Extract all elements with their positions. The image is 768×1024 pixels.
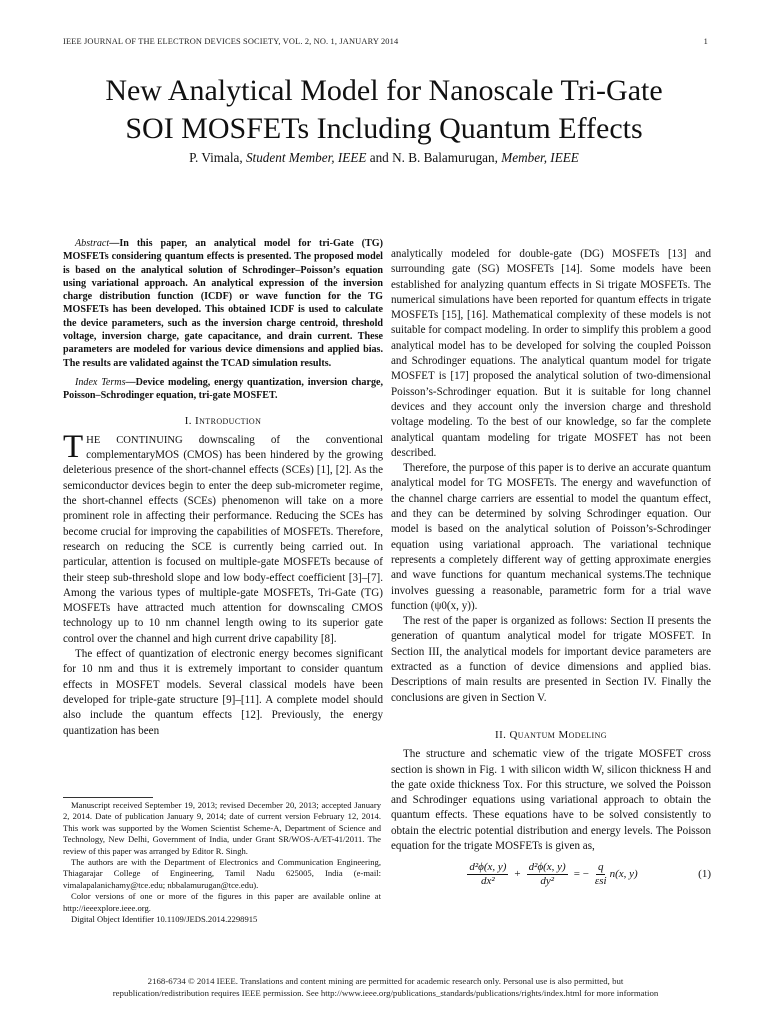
running-header bbox=[63, 37, 708, 46]
journal-name: IEEE JOURNAL OF THE ELECTRON DEVICES SOCIETY, VOL. 2, NO. 1, JANUARY 2014 bbox=[63, 37, 399, 46]
quantum-modeling-paragraph-1: The structure and schematic view of the trigate MOSFET cross section is shown in Fig. 1 with silicon width W, silicon thickness H and the gate oxide thickness Tox. For this structure, we solved the Poisson and Schrodinger equations using variational approach to obtain the quantum effects. These equations have to be solved consistently to obtain the electric potential distribution and energy levels. The Poisson equation for the trigate MOSFETs is given as, bbox=[391, 748, 711, 852]
left-column bbox=[63, 237, 383, 739]
footnotes bbox=[63, 800, 381, 925]
author-line bbox=[40, 150, 728, 166]
author-1: P. Vimala, bbox=[189, 150, 243, 165]
abstract-text: —In this paper, an analytical model for tri-Gate (TG) MOSFETs considering quantum effects is presented. The proposed model is based on the analytical solution of Schrodinger–Poisson’s equation using variational approach. An analytical expression of the inversion charge distribution function (ICDF) or wave function for the TG MOSFETs has been developed. This obtained ICDF is used to calculate the device parameters, such as the inversion charge centroid, threshold voltage, inversion charge, gate capacitance, and drain current. These parameters are modeled for various device dimensions and applied bias. The results are validated against the TCAD simulation results. bbox=[63, 238, 383, 369]
copyright-line-2: republication/redistribution requires IEEE permission. See http://www.ieee.org/publications_standards/publications/rights/index.html for more information bbox=[112, 988, 659, 998]
intro-paragraph-4: Therefore, the purpose of this paper is to derive an accurate quantum analytical model for TG MOSFETs. The energy and wavefunction of the channel charge carriers are essential to model the quantum effect, and they can be determined by solving Schrodinger equation. Our model is based on the analytical solution of Poisson’s-Schrodinger equation using variational approach. The variational technique represents a completely different way of getting approximate energies and wave functions for quantum mechanical systems.The technique involves guessing a reasonable, parametric form for a trial wave function (ψ0(x, y)). bbox=[391, 462, 711, 612]
eq-equals: = − bbox=[573, 867, 589, 880]
eq-term-1-denominator: dx² bbox=[481, 874, 495, 887]
intro-paragraph-1 bbox=[63, 428, 384, 647]
abstract-label: Abstract bbox=[75, 238, 110, 249]
abstract bbox=[63, 237, 383, 370]
index-terms-text: —Device modeling, energy quantization, inversion charge, Poisson–Schrodinger equation, tri-gate MOSFET. bbox=[63, 376, 383, 402]
eq-rhs: n(x, y) bbox=[609, 867, 638, 880]
copyright-line-1: 2168-6734 © 2014 IEEE. Translations and content mining are permitted for academic research only. Personal use is also permitted, but bbox=[147, 976, 624, 986]
eq-plus: + bbox=[514, 867, 521, 880]
eq-term-2-denominator: dy² bbox=[540, 874, 555, 887]
author-2-role: Member, IEEE bbox=[501, 150, 579, 165]
intro-paragraph-3: analytically modeled for double-gate (DG) MOSFETs [13] and surrounding gate (SG) MOSFETs [14]. Some models have been established for analyzing quantum effects in Si trigate MOSFETs. The numerical simulations have been reported for quantum effects in trigate MOSFETs [15], [16]. Mathematical complexity of these models is not suitable for compact modeling. In order to simplify this problem a good analytical model has to be developed for solving the coupled Poisson and Schrodinger equations. The analytical quantum model for trigate MOSFET is [17] proposed the analytical solution of two-dimensional Poisson’s-Schrodinger equation. But it is suitable for long channel devices and they account only the inversion charge and threshold voltage modeling. To the best of our knowledge, so far the complete analytical quantam modeling for trigate MOSFET has not been described. bbox=[391, 248, 711, 459]
eq-charge-denominator: εsi bbox=[594, 874, 607, 887]
copyright-notice bbox=[63, 975, 708, 999]
title-line-2: SOI MOSFETs Including Quantum Effects bbox=[125, 112, 643, 145]
eq-term-2 bbox=[527, 861, 568, 888]
eq-charge-term bbox=[595, 861, 607, 888]
intro-paragraph-2: The effect of quantization of electronic energy becomes significant for 10 nm and thus it is extremely important to consider quantum effects in MOSFET models. Several classical models have been developed for triple-gate structure [9]–[11]. A complete model should also include the quantum effects [12]. Previously, the energy quantization has been bbox=[63, 648, 383, 737]
author-2: N. B. Balamurugan, bbox=[392, 150, 498, 165]
equation-number: (1) bbox=[698, 867, 711, 880]
footnote-doi: Digital Object Identifier 10.1109/JEDS.2014.2298915 bbox=[71, 914, 258, 925]
footnote-manuscript: Manuscript received September 19, 2013; revised December 20, 2013; accepted January 2, 2014. Date of publication January 9, 2014; date of current version February 12, 2014. This work was supported by the Women Scientist Scheme-A, Department of Science and Technology, New Delhi, Government of India, under Grant SR/WOS-A/ET-41/2011. The review of this paper was arranged by Editor R. Singh. bbox=[63, 800, 381, 856]
section-heading-introduction: I. Introduction bbox=[184, 414, 262, 427]
index-terms-label: Index Terms bbox=[75, 376, 126, 388]
footnote-affiliation: The authors are with the Department of Electronics and Communication Engineering, Thiagarajar College of Engineering, Tamil Nadu 625005, India (e-mail: vimalapalanichamy@tce.edu; nbbalamurugan@tce.edu). bbox=[63, 857, 381, 890]
intro-first-words: HE CONTINUING bbox=[86, 434, 183, 446]
intro-paragraph-1-text: downscaling of the conventional complementaryMOS (CMOS) has been hindered by the growing deleterious presence of the short-channel effects (SCEs) [1], [2]. As the semiconductor devices begin to enter the deep sub-micrometer regime, the short-channel effects (SCEs) phenomenon will take on a more prominent role in affecting their performance. Reducing the SCEs has become crucial for improving the capabilities of MOSFETs. Therefore, research on reducing the SCE is currently being carried out. In particular, attention is focused on multiple-gate MOSFETs because of their steep sub-threshold slope and low body-effect coefficient [3]–[7]. Among the various types of multiple-gate MOSFETs, Tri-Gate (TG) MOSFETs have attracted much attention for downscaling CMOS technology up to 10 nm channel length owing to its superior gate control over the channel and high current drive capability [8]. bbox=[63, 433, 384, 645]
author-1-role: Student Member, IEEE bbox=[245, 150, 367, 165]
right-column bbox=[391, 247, 711, 891]
eq-charge-numerator: q bbox=[597, 860, 604, 873]
footnote-divider bbox=[63, 797, 153, 798]
eq-term-2-numerator: d²ϕ(x, y) bbox=[528, 860, 566, 873]
author-conjunction: and bbox=[369, 150, 389, 165]
footnote-color-versions: Color versions of one or more of the figures in this paper are available online at http://ieeexplore.ieee.org. bbox=[63, 891, 381, 913]
eq-term-1-numerator: d²ϕ(x, y) bbox=[469, 860, 507, 873]
title-line-1: New Analytical Model for Nanoscale Tri-Gate bbox=[105, 74, 663, 107]
index-terms bbox=[63, 376, 383, 403]
eq-term-1 bbox=[467, 861, 508, 888]
equation-1 bbox=[391, 857, 711, 891]
drop-cap: T bbox=[63, 428, 84, 465]
section-heading-quantum-modeling: II. Quantum Modeling bbox=[495, 728, 607, 741]
paper-title bbox=[40, 72, 728, 148]
page-number: 1 bbox=[703, 37, 708, 46]
intro-paragraph-5: The rest of the paper is organized as follows: Section II presents the generation of quantum analytical model for trigate MOSFET. In Section III, the analytical models for important device parameters are extracted as a function of device dimensions and applied bias. Descriptions of main results are presented in Section IV. Finally the conclusions are given in Section V. bbox=[391, 615, 711, 704]
